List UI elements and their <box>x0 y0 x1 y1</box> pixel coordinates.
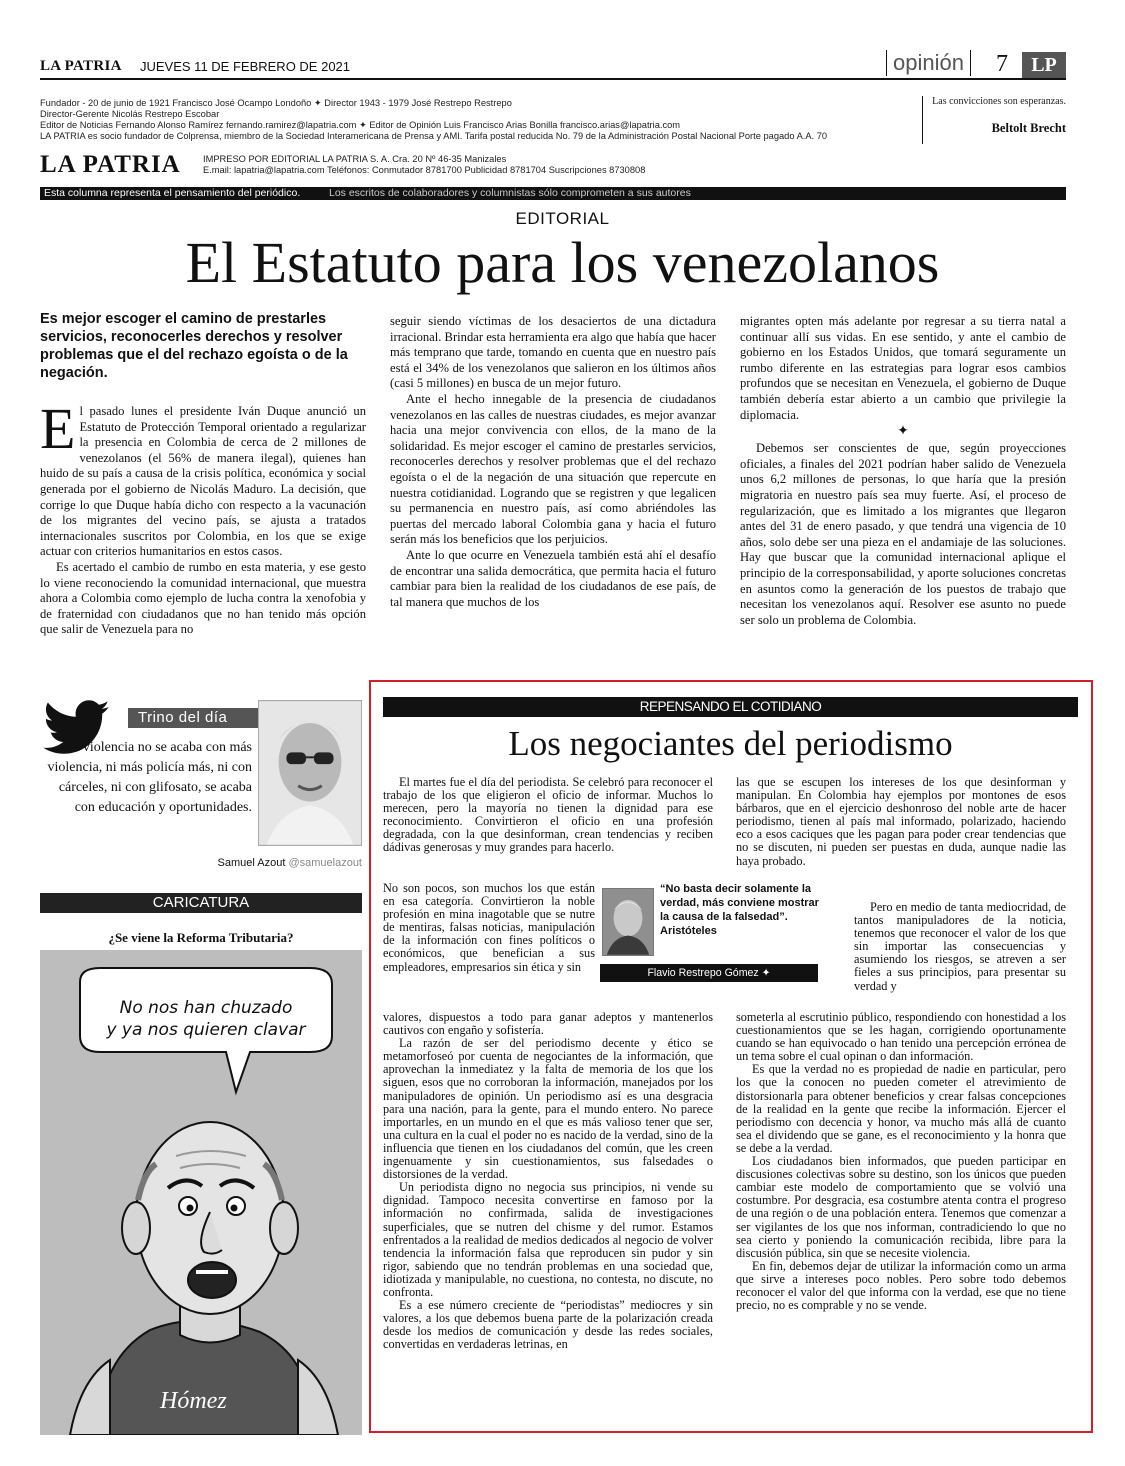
column-a-narrow <box>383 882 595 974</box>
columnist-photo <box>602 888 654 956</box>
trino-title: Trino del día <box>128 708 298 728</box>
caricatura-caption: ¿Se viene la Reforma Tributaria? <box>108 930 294 945</box>
daily-quote-text: Las convicciones son esperanzas. <box>932 96 1066 107</box>
editorial-column-2 <box>390 314 716 610</box>
imprint-line-2: E.mail: lapatria@lapatria.com Teléfonos: Conmutador 8781700 Publicidad 8781704 Suscripciones 8730808 <box>203 165 646 175</box>
column-paragraph: Es que la verdad no es propiedad de nadie en particular, pero los que la conocen no pueden cometer el atrevimiento de distorsionarla para obtener beneficios y crear falsas concepciones de la realidad en la gente que recibe la información. Ejercer el periodismo con decencia y honor, va mucho más allá de cuanto sea el dividendo que se gane, es el reconocimiento y la honra que se debe a la verdad. <box>736 1062 1066 1155</box>
notice-bar-right: Los escritos de colaboradores y columnistas sólo comprometen a sus autores <box>329 187 691 199</box>
editorial-paragraph: Es acertado el cambio de rumbo en esta materia, y ese gesto lo viene reconociendo la comunidad internacional, que muestra ahora a Colombia como ejemplo de lucha contra la xenofobia y de fraternidad con ciudadanos que no han tenido más opción que salir de Venezuela para no <box>40 559 366 637</box>
editorial-paragraph: Ante el hecho innegable de la presencia de ciudadanos venezolanos en las calles de nuestras ciudades, es mejor avanzar hacia una mejor convivencia con ellos, de la mano de la solidaridad. Es mejor escoger el camino de prestarles servicios, reconocerles derechos y resolver problemas que el del rechazo egoísta o el de la negación de una situación que repercute en nuestra cotidianidad. Logrando que se registren y que legalicen su permanencia en nuestro país, así como abriéndoles las puertas del mercado laboral Colombia gana y hacia el futuro serán más los beneficios que los perjuicios. <box>390 391 716 547</box>
editorial-paragraph: El pasado lunes el presidente Iván Duque anunció un Estatuto de Protección Temporal orientado a regularizar la presencia en Colombia de cerca de 2 millones de venezolanos (el 56% de manera ilegal), quienes han huido de su país a causa de la crisis política, económica y social generada por el gobierno de Nicolás Maduro. La decisión, que corrige lo que Duque había dicho con respecto a la vacunación de los migrantes del vecino país, se ajusta a tratados internacionales suscritos por Colombia, en los que se exige actuar con criterios humanitarios en estos casos. <box>40 396 366 559</box>
editorial-paragraph: Ante lo que ocurre en Venezuela también está ahí el desafío de encontrar una salida democrática, que permita hacia el futuro cambiar para bien la realidad de los ciudadanos de ese país, de tal manera que muchos de los <box>390 547 716 609</box>
pull-quote-text <box>660 882 820 938</box>
columnist-byline: Flavio Restrepo Gómez ✦ @RepensandoElCot <box>600 964 818 982</box>
daily-quote <box>922 96 1066 144</box>
trino-author-name: Samuel Azout <box>217 857 286 869</box>
column-paragraph: valores, dispuestos a todo para ganar adeptos y mantenerlos cautivos con engaño y sofistería. <box>383 1010 713 1038</box>
column-paragraph: La razón de ser del periodismo decente y ético se metamorfoseó por cuenta de negociantes de la información, que aprovechan la inmediatez y la falta de memoria de los que los siguen, esos que no corroboran la información, manejados por los manipuladores de opinión. Un periodismo así es una desgracia para una nación, para la gente, para el mundo entero. No parece importarles, en un mundo en el que es más valioso tener que ser, una cultura en la cual el poder no es nacido de la verdad, sino de la influencia que tienen en los ciudadanos del común, que les creen ingenuamente y sin cuestionamientos, sus falsedades o distorsiones de la verdad. <box>383 1036 713 1182</box>
column-paragraph: las que se escupen los intereses de los que desinforman y manipulan. En Colombia hay ejemplos por montones de esos bárbaros, que en el ejercicio deshonroso del noble arte de hacer periodismo, tienen al país mal informado, polarizado, haciendo eco a esos caciques que les pagan para poder crear tendencias que no se discuten, ni pueden ser puestas en duda, aunque nadie las haya probado. <box>736 775 1066 868</box>
separator-diamond-icon: ✦ <box>897 424 909 440</box>
column-paragraph: someterla al escrutinio público, respondiendo con honestidad a los cuestionamientos que se les hagan, corrigiendo oportunamente cuando se han equivocado o han tenido una percepción errónea de un tema sobre el cual opinan o dan información. <box>736 1010 1066 1064</box>
pull-quote-line: “No basta decir solamente la verdad, más conviene mostrar la causa de la falsedad”. <box>660 883 819 923</box>
editorial-paragraph: seguir siendo víctimas de los desaciertos de una dictadura irracional. Brindar esta herramienta era algo que había que hacer más temprano que tarde, tomando en cuenta que en nuestro país está el 34% de los venezolanos que salieron en los últimos años (casi 5 millones) en busca de un mejor futuro. <box>390 314 716 391</box>
imprint-line-1: IMPRESO POR EDITORIAL LA PATRIA S. A. Cra. 20 Nº 46-35 Manizales <box>203 154 507 164</box>
column-paragraph: Pero en medio de tanta mediocridad, de tantos manipuladores de la noticia, tenemos que reconocer el valor de los que sin importar las consecuencias y asumiendo los riesgos, se atreven a ser fieles a sus principios, para presentar su verdad y <box>854 900 1066 993</box>
speech-bubble <box>88 997 324 1041</box>
imprint-info <box>203 154 645 176</box>
column-paragraph: En fin, debemos dejar de utilizar la información como un arma que sirve a intereses poco nobles. Pero sobre todo debemos reconocer el valor del que informa con la verdad, ese que no tiene precio, no es comprable y no se vende. <box>736 1258 1066 1313</box>
cartoon-illustration <box>40 950 362 1435</box>
paper-name: LA PATRIA <box>40 58 122 74</box>
column-b-rest <box>736 1011 1066 1312</box>
cartoonist-signature: Hómez <box>160 1388 227 1414</box>
column-paragraph: El martes fue el día del periodista. Se celebró para reconocer el trabajo de los que eligieron el oficio de informar. Muchos lo merecen, pero la mayoría no tienen la dignidad para ese reconocimiento. Convirtieron el oficio en una profesión degradada, con la que desinforman, crean tendencias y reciben dádivas generosas y muy grandes para hacerlo. <box>383 775 713 855</box>
issue-date: JUEVES 11 DE FEBRERO DE 2021 <box>140 59 351 74</box>
daily-quote-author: Beltolt Brecht <box>991 121 1066 135</box>
column-a-top <box>383 776 713 855</box>
credits-line-founders: Fundador - 20 de junio de 1921 Francisco José Ocampo Londoño ✦ Director 1943 - 1979 José Restrepo Restrepo <box>40 98 512 108</box>
column-headline: Los negociantes del periodismo <box>508 724 953 763</box>
trino-author-handle: @samuelazout <box>288 857 362 869</box>
notice-bar-left: Esta columna representa el pensamiento del periódico. <box>44 187 301 199</box>
speech-line-1: No nos han chuzado <box>119 998 293 1018</box>
page-number: 7 <box>996 51 1008 77</box>
credits-line-membership: LA PATRIA es socio fundador de Colprensa, miembro de la Sociedad Interamericana de Prensa y AMI. Tarifa postal reducida No. 79 de la Administración Postal Nacional Porte pagado A.A. 70 <box>40 131 828 141</box>
editorial-paragraph: Debemos ser conscientes de que, según proyecciones oficiales, a finales del 2021 podrían haber salido de Venezuela unos 6,2 millones de personas, lo que haría que la presión migratoria en nuestro país sea muy fuerte. Así, el proceso de regularización, que es limitado a los migrantes que llegaron antes del 31 de enero pasado, y que tendrá una vigencia de 10 años, solo debe ser una pieza en el andamiaje de las soluciones. Hay que buscar que la comunidad internacional aplique el principio de la corresponsabilidad, y aporte soluciones concretas en asuntos como la generación de los puestos de trabajo que necesitan los venezolanos aquí. Resolver ese asunto no puede ser solo un problema de Colombia. <box>740 441 1066 627</box>
pull-quote-box <box>600 880 819 997</box>
editorial-label: EDITORIAL <box>515 209 610 228</box>
drop-cap: E <box>40 396 76 461</box>
masthead <box>40 50 1066 80</box>
trino-text: La violencia no se acaba con más violencia, ni más policía más, ni con cárceles, ni con glifosato, se acaba con educación y oportunidades. <box>47 740 252 815</box>
editorial-headline: El Estatuto para los venezolanos <box>185 230 940 295</box>
pull-quote-author: Aristóteles <box>660 925 717 937</box>
column-a-rest <box>383 1011 713 1351</box>
credits-block <box>40 98 910 142</box>
section-name: opinión <box>886 50 971 76</box>
column-paragraph: Es a ese número creciente de “periodistas” mediocres y sin valores, a los que debemos buena parte de la polarización creada desde los medios de comunicación y desde las redes sociales, convertidas en verdaderas letrinas, en <box>383 1298 713 1352</box>
credits-line-editors: Editor de Noticias Fernando Alonso Ramírez fernando.ramirez@lapatria.com ✦ Editor de Opinión Luis Francisco Arias Bonilla francisco.arias@lapatria.com <box>40 120 681 130</box>
author-photo <box>258 700 362 846</box>
column-label: REPENSANDO EL COTIDIANO <box>383 697 1078 717</box>
editorial-column-3 <box>740 314 1066 628</box>
column-b-top <box>736 776 1066 868</box>
editorial-column-1 <box>40 396 366 638</box>
column-paragraph: Un periodista digno no negocia sus principios, ni vende su dignidad. Tampoco necesita convertirse en famoso por la información no confirmada, salida de investigaciones superficiales, que se nutren del chisme y del rumor. Estamos enfrentados a la realidad de medios dedicados al negocio de volver tendencia la información falsa que reproducen sin pudor y sin rigor, sabiendo que no tendrán problemas en una sociedad que, idiotizada y manipulable, no cuestiona, no contesta, no discute, no confronta. <box>383 1180 713 1299</box>
caricatura-title: CARICATURA <box>40 893 362 913</box>
trino-del-dia <box>40 700 362 876</box>
imprint-logo: LA PATRIA <box>40 151 181 178</box>
column-paragraph: No son pocos, son muchos los que están en esa categoría. Convirtieron la noble profesión en mina inagotable que se nutre de mentiras, falsas noticias, manipulación de la información con fines políticos o económicos, que benefician a sus empleadores, empresarios sin ética y sin <box>383 881 595 974</box>
column-paragraph: Los ciudadanos bien informados, que pueden participar en discusiones colectivas sobre su destino, son los únicos que pueden cambiar este modelo de comportamiento que se volvió una costumbre. Por desgracia, esa costumbre atenta contra el progreso de una región o de una población entera. Tenemos que comenzar a ser vigilantes de los que nos informan, contradiciendo lo que no sea cierto y poniendo la comunicación recibida, libre para la discusión pública, sin que se necesite violencia. <box>736 1154 1066 1260</box>
editorial-paragraph: migrantes opten más adelante por regresar a su tierra natal a continuar allí sus vidas. En ese sentido, y ante el cambio de gobierno en los Estados Unidos, que tomará seguramente un rumbo diferente en las estrategias para lograr esos cambios profundos que se necesitan en Venezuela, el gobierno de Duque también debería estar abierto a un cambio que privilegie la diplomacia. <box>740 314 1066 422</box>
column-b-narrow <box>854 901 1066 993</box>
trino-author <box>140 857 362 869</box>
credits-line-director: Director-Gerente Nicolás Restrepo Escobar <box>40 109 220 119</box>
notice-bar <box>40 187 1066 200</box>
editorial-deck: Es mejor escoger el camino de prestarles servicios, reconocerles derechos y resolver problemas que el del rechazo egoísta o de la negación. <box>40 311 348 381</box>
speech-line-2: y ya nos quieren clavar <box>106 1020 306 1040</box>
lp-logo: LP <box>1022 52 1066 78</box>
